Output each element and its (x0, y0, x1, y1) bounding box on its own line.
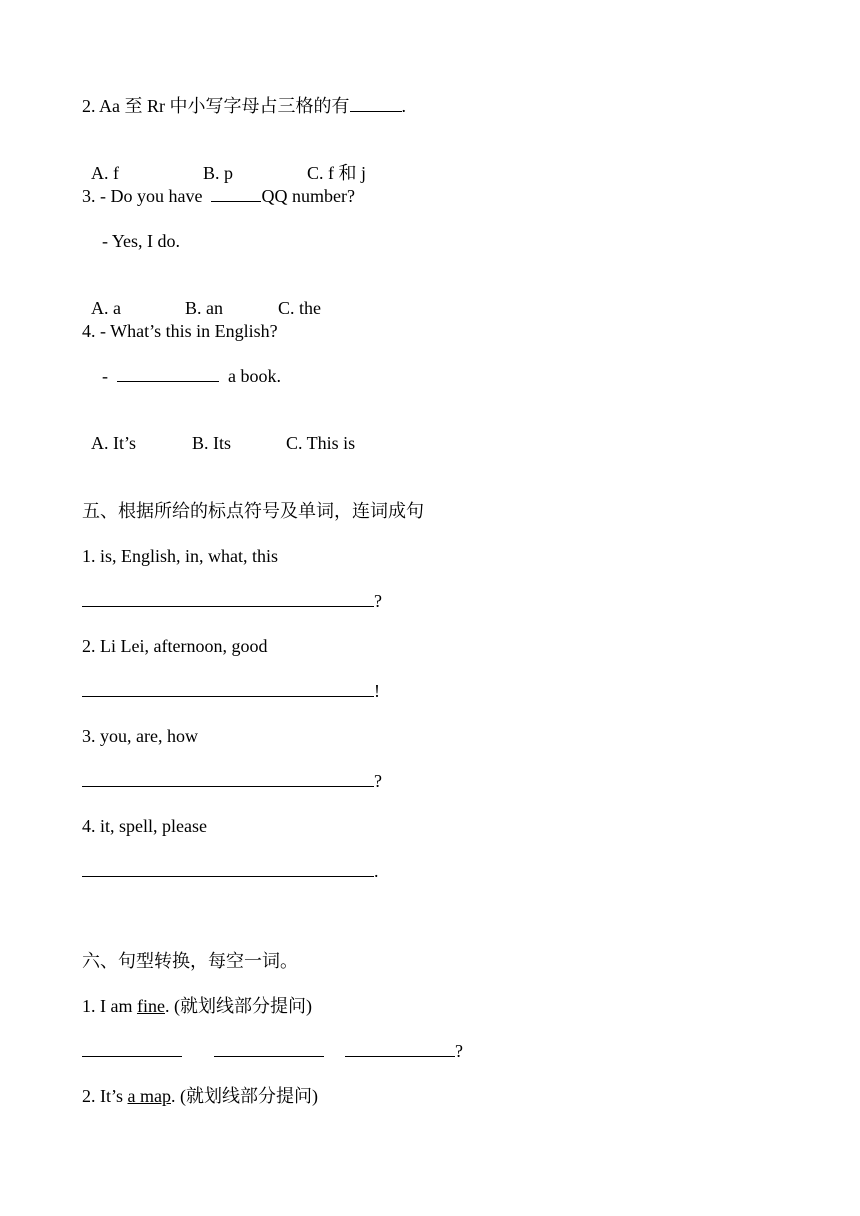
s5-prompt-2: 2. Li Lei, afternoon, good (82, 636, 268, 656)
answer-blank-3[interactable] (345, 1040, 455, 1057)
s6-question-1: 1. I am fine. (就划线部分提问) (82, 996, 312, 1016)
question-2: 2. Aa 至 Rr 中小写字母占三格的有 . (82, 96, 407, 116)
answer-blank[interactable] (117, 365, 219, 382)
question-3-answer: - Yes, I do. (102, 231, 181, 251)
question-4-answer: - a book. (102, 366, 281, 386)
question-2-text: Aa 至 Rr 中小写字母占三格的有 (99, 96, 350, 116)
option-c: C. This is (286, 433, 356, 453)
answer-blank[interactable] (82, 860, 374, 877)
s5-answer-4: . (82, 860, 379, 882)
s5-prompt-4: 4. it, spell, please (82, 816, 207, 836)
s5-answer-1: ? (82, 590, 382, 612)
option-b: B. an (185, 298, 223, 318)
answer-blank[interactable] (82, 770, 374, 787)
answer-blank[interactable] (82, 590, 374, 607)
answer-blank-2[interactable] (214, 1040, 324, 1057)
option-b: B. Its (192, 433, 232, 453)
underlined-word: fine (136, 996, 165, 1016)
s6-answer-1: ? (82, 1040, 463, 1062)
question-number: 2. (82, 96, 100, 116)
option-b: B. p (203, 163, 234, 183)
section-5-title: 五、根据所给的标点符号及单词，连词成句 (82, 501, 424, 521)
answer-blank-1[interactable] (82, 1040, 182, 1057)
s5-answer-2: ! (82, 680, 380, 702)
answer-blank[interactable] (82, 680, 374, 697)
option-a: A. a (91, 298, 121, 318)
s5-prompt-3: 3. you, are, how (82, 726, 198, 746)
s5-prompt-1: 1. is, English, in, what, this (82, 546, 279, 566)
question-3: 3. - Do you have QQ number? (82, 186, 355, 206)
option-a: A. f (91, 163, 119, 183)
underlined-phrase: a map (127, 1086, 171, 1106)
s5-answer-3: ? (82, 770, 382, 792)
answer-blank[interactable] (211, 185, 261, 202)
answer-blank[interactable] (350, 95, 402, 112)
section-6-title: 六、句型转换，每空一词。 (82, 951, 298, 971)
question-3-options (82, 275, 321, 319)
question-4-options (82, 410, 355, 454)
option-c: C. f 和 j (307, 163, 367, 183)
question-2-options (82, 140, 366, 184)
option-c: C. the (278, 298, 321, 318)
option-a: A. It’s (91, 433, 136, 453)
s6-question-2: 2. It’s a map. (就划线部分提问) (82, 1086, 318, 1106)
question-4: 4. - What’s this in English? (82, 321, 278, 341)
